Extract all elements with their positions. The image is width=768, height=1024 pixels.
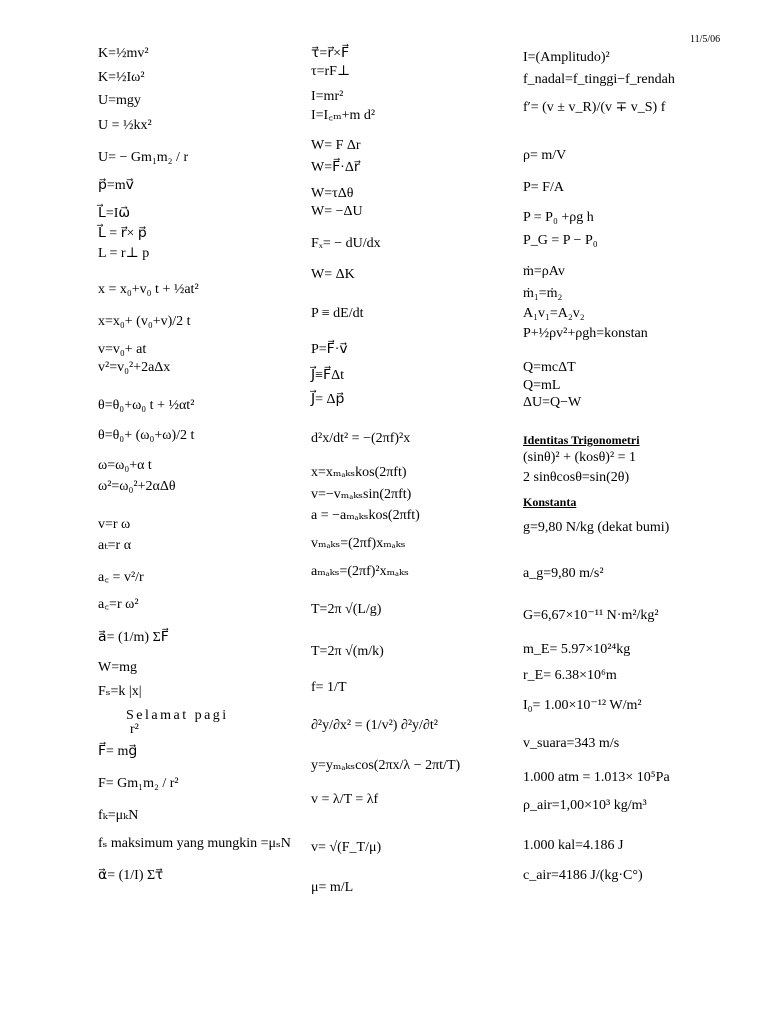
formula-line: τ=rF⊥ — [311, 64, 351, 79]
greeting-text: Selamat pagi — [126, 708, 229, 723]
formula-line: W=F⃗·Δr⃗ — [311, 160, 360, 175]
formula-line: r² — [130, 722, 139, 737]
formula-line: Fₓ= − dU/dx — [311, 236, 381, 251]
formula-line: ṁ₁=ṁ₂ — [523, 286, 563, 301]
formula-line: P ≡ dE/dt — [311, 306, 364, 321]
formula-line: 2 sinθcosθ=sin(2θ) — [523, 470, 630, 485]
formula-line: f_nadal=f_tinggi−f_rendah — [523, 72, 675, 87]
section-heading-constants: Konstanta — [523, 495, 577, 509]
formula-line: τ⃗=r⃗×F⃗ — [311, 46, 350, 61]
formula-line: (sinθ)² + (kosθ)² = 1 — [523, 450, 637, 465]
formula-line: P+½ρv²+ρgh=konstan — [523, 326, 648, 341]
formula-line: U= − Gm₁m₂ / r — [98, 150, 189, 165]
formula-line: v=−vₘₐₖₛsin(2πft) — [311, 487, 412, 502]
formula-line: I=mr² — [311, 89, 344, 104]
formula-line: W=τΔθ — [311, 186, 354, 201]
formula-line: J⃗≡F⃗Δt — [311, 368, 344, 383]
formula-line: I=(Amplitudo)² — [523, 50, 610, 65]
date-stamp: 11/5/06 — [690, 34, 721, 45]
formula-line: U = ½kx² — [98, 118, 152, 133]
formula-line: L = r⊥ p — [98, 246, 150, 261]
formula-line: P= F/A — [523, 180, 564, 195]
formula-line: f′= (v ± v_R)/(v ∓ v_S) f — [523, 100, 666, 115]
formula-line: ΔU=Q−W — [523, 395, 582, 410]
formula-line: a_g=9,80 m/s² — [523, 566, 604, 581]
formula-line: F⃗= mg⃗ — [98, 744, 138, 759]
formula-line: Fₛ=k |x| — [98, 684, 142, 699]
formula-line: v²=v₀²+2aΔx — [98, 360, 171, 375]
formula-line: p⃗=mv⃗ — [98, 178, 134, 193]
formula-line: P = P₀ +ρg h — [523, 210, 594, 225]
formula-line: L⃗ = r⃗× p⃗ — [98, 226, 147, 241]
formula-line: Q=mL — [523, 378, 561, 393]
formula-line: Q=mcΔT — [523, 360, 576, 375]
formula-line: A₁v₁=A₂v₂ — [523, 306, 585, 321]
formula-line: α⃗= (1/I) Στ⃗ — [98, 868, 164, 883]
formula-line: v_suara=343 m/s — [523, 736, 620, 751]
formula-line: ω²=ω₀²+2αΔθ — [98, 479, 176, 494]
formula-line: W= −ΔU — [311, 204, 363, 219]
formula-line: F= Gm₁m₂ / r² — [98, 776, 179, 791]
formula-line: aₘₐₖₛ=(2πf)²xₘₐₖₛ — [311, 564, 409, 579]
formula-line: v= √(F_T/μ) — [311, 840, 382, 855]
formula-line: I₀= 1.00×10⁻¹² W/m² — [523, 698, 642, 713]
formula-line: a⃗= (1/m) ΣF⃗ — [98, 630, 169, 645]
formula-line: μ= m/L — [311, 880, 354, 895]
formula-line: v = λ/T = λf — [311, 792, 379, 807]
formula-line: v=r ω — [98, 517, 131, 532]
formula-line: m_E= 5.97×10²⁴kg — [523, 642, 631, 657]
formula-line: fₛ maksimum yang mungkin =μₛN — [98, 836, 291, 851]
formula-line: K=½Iω² — [98, 70, 145, 85]
formula-line: J⃗= Δp⃗ — [311, 392, 345, 407]
formula-line: W=mg — [98, 660, 137, 675]
formula-line: ω=ω₀+α t — [98, 458, 152, 473]
formula-line: y=yₘₐₖₛcos(2πx/λ − 2πt/T) — [311, 758, 461, 773]
formula-line: x=xₘₐₖₛkos(2πft) — [311, 465, 407, 480]
formula-line: U=mgy — [98, 93, 141, 108]
formula-line: f= 1/T — [311, 680, 347, 695]
formula-line: P_G = P − P₀ — [523, 233, 598, 248]
formula-line: a꜀ = v²/r — [98, 570, 144, 585]
formula-line: fₖ=μₖN — [98, 808, 139, 823]
formula-line: d²x/dt² = −(2πf)²x — [311, 431, 411, 446]
formula-line: vₘₐₖₛ=(2πf)xₘₐₖₛ — [311, 536, 406, 551]
formula-line: c_air=4186 J/(kg·C°) — [523, 868, 643, 883]
formula-line: ∂²y/∂x² = (1/v²) ∂²y/∂t² — [311, 718, 438, 733]
formula-line: T=2π √(m/k) — [311, 644, 384, 659]
formula-line: θ=θ₀+ (ω₀+ω)/2 t — [98, 428, 195, 443]
formula-line: P=F⃗·v⃗ — [311, 342, 348, 357]
formula-line: v=v₀+ at — [98, 342, 147, 357]
formula-line: 1.000 kal=4.186 J — [523, 838, 624, 853]
section-heading-trigonometry: Identitas Trigonometri — [523, 433, 640, 447]
formula-line: I=I꜀ₘ+m d² — [311, 108, 376, 123]
formula-line: W= ΔK — [311, 267, 355, 282]
formula-line: W= F Δr — [311, 138, 361, 153]
formula-line: ρ= m/V — [523, 148, 567, 163]
formula-line: x=x₀+ (v₀+v)/2 t — [98, 314, 191, 329]
formula-line: aₜ=r α — [98, 538, 132, 553]
formula-line: θ=θ₀+ω₀ t + ½αt² — [98, 398, 195, 413]
formula-line: x = x₀+v₀ t + ½at² — [98, 282, 199, 297]
formula-line: G=6,67×10⁻¹¹ N·m²/kg² — [523, 608, 659, 623]
formula-line: ṁ=ρAv — [523, 264, 565, 279]
formula-line: 1.000 atm = 1.013× 10⁵Pa — [523, 770, 670, 785]
formula-line: r_E= 6.38×10⁶m — [523, 668, 617, 683]
formula-line: T=2π √(L/g) — [311, 602, 382, 617]
formula-line: K=½mv² — [98, 46, 149, 61]
formula-line: g=9,80 N/kg (dekat bumi) — [523, 520, 670, 535]
formula-line: L⃗=Iω⃗ — [98, 206, 131, 221]
formula-line: ρ_air=1,00×10³ kg/m³ — [523, 798, 647, 813]
formula-line: a꜀=r ω² — [98, 597, 139, 612]
formula-line: a = −aₘₐₖₛkos(2πft) — [311, 508, 420, 523]
